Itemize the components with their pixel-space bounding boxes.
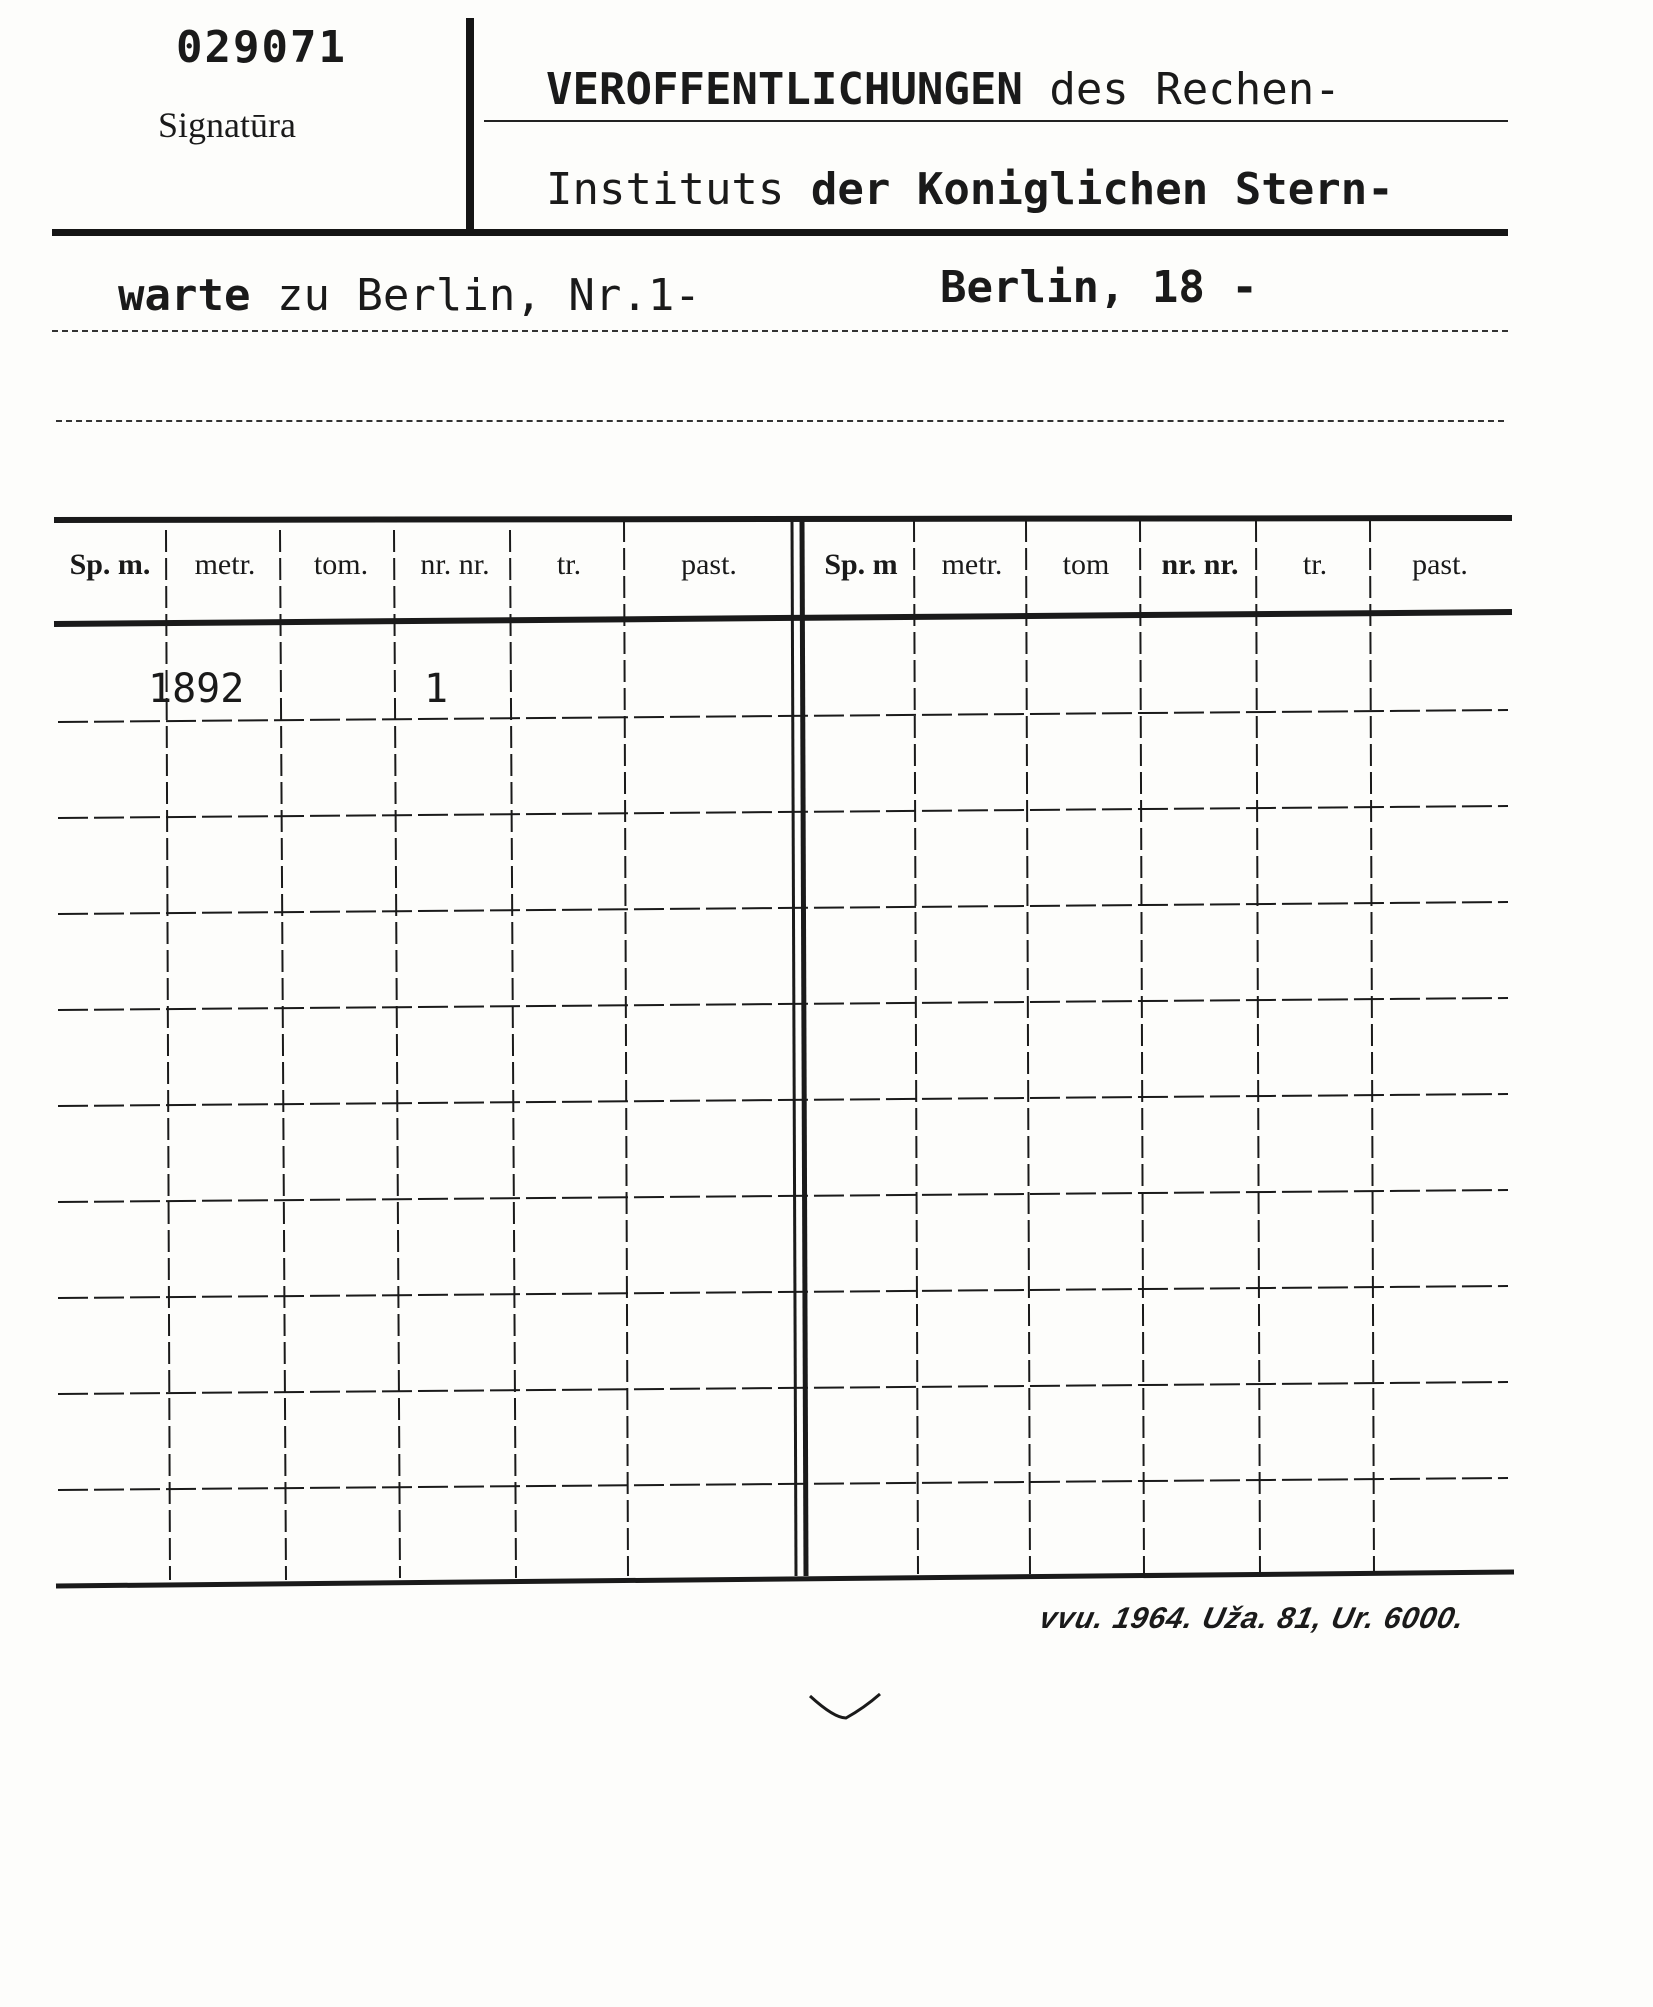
col-header-sp-m-2: Sp. m [824,548,898,581]
col-header-metr: metr. [194,548,256,581]
col-line-8 [1026,520,1030,1574]
col-header-past: past. [681,548,737,581]
col-line-7 [914,520,918,1574]
col-line-10 [1256,520,1260,1574]
col-divider-a [792,520,796,1576]
col-divider-b [802,520,806,1576]
title-line-2-b: der Koniglichen Stern- [810,164,1394,215]
handwritten-note: vvu. 1964. Uža. 81, Ur. 6000. [1036,1602,1468,1635]
col-line-4 [510,530,516,1578]
grid-header-rule [54,612,1512,624]
col-header-nr-nr: nr. nr. [420,548,490,581]
col-header-sp-m: Sp. m. [69,548,151,581]
checkmark-icon [806,1688,886,1728]
col-line-2 [280,530,286,1580]
grid-bottom-rule [56,1572,1514,1586]
col-header-metr-2: metr. [941,548,1003,581]
title-line-1-bold: VEROFFENTLICHUNGEN [546,64,1023,115]
col-line-11 [1370,520,1374,1574]
col-header-tom-2: tom [1062,548,1110,581]
place-year: Berlin, 18 - [940,262,1258,313]
col-line-9 [1140,520,1144,1574]
row-line-6 [58,1190,1508,1202]
cell-nr-nr-row-1: 1 [424,666,449,712]
title-line-2-a: Instituts [546,164,785,215]
col-header-past-2: past. [1412,548,1468,581]
row-line-5 [58,1094,1508,1106]
row-line-2 [58,806,1508,818]
row-line-1 [58,710,1508,722]
row-line-3 [58,902,1508,914]
col-line-3 [394,530,400,1578]
col-header-tom: tom. [313,548,369,581]
row-lines [58,710,1508,1490]
col-header-nr-nr-2: nr. nr. [1161,548,1239,581]
title-line-3-b: zu Berlin, Nr.1- [276,270,701,321]
col-line-5 [624,520,628,1576]
row-line-7 [58,1286,1508,1298]
title-line-1-rest: des Rechen- [1049,64,1341,115]
col-header-tr-2: tr. [1302,548,1328,581]
cell-metr-row-1: 1892 [148,666,245,712]
signature-label: Signatūra [158,105,296,145]
grid-top-rule [54,518,1512,520]
title-line-3-a: warte [118,270,251,321]
row-line-4 [58,998,1508,1010]
row-line-8 [58,1382,1508,1394]
col-header-tr: tr. [556,548,582,581]
signature-number: 029071 [176,22,347,73]
row-line-9 [58,1478,1508,1490]
